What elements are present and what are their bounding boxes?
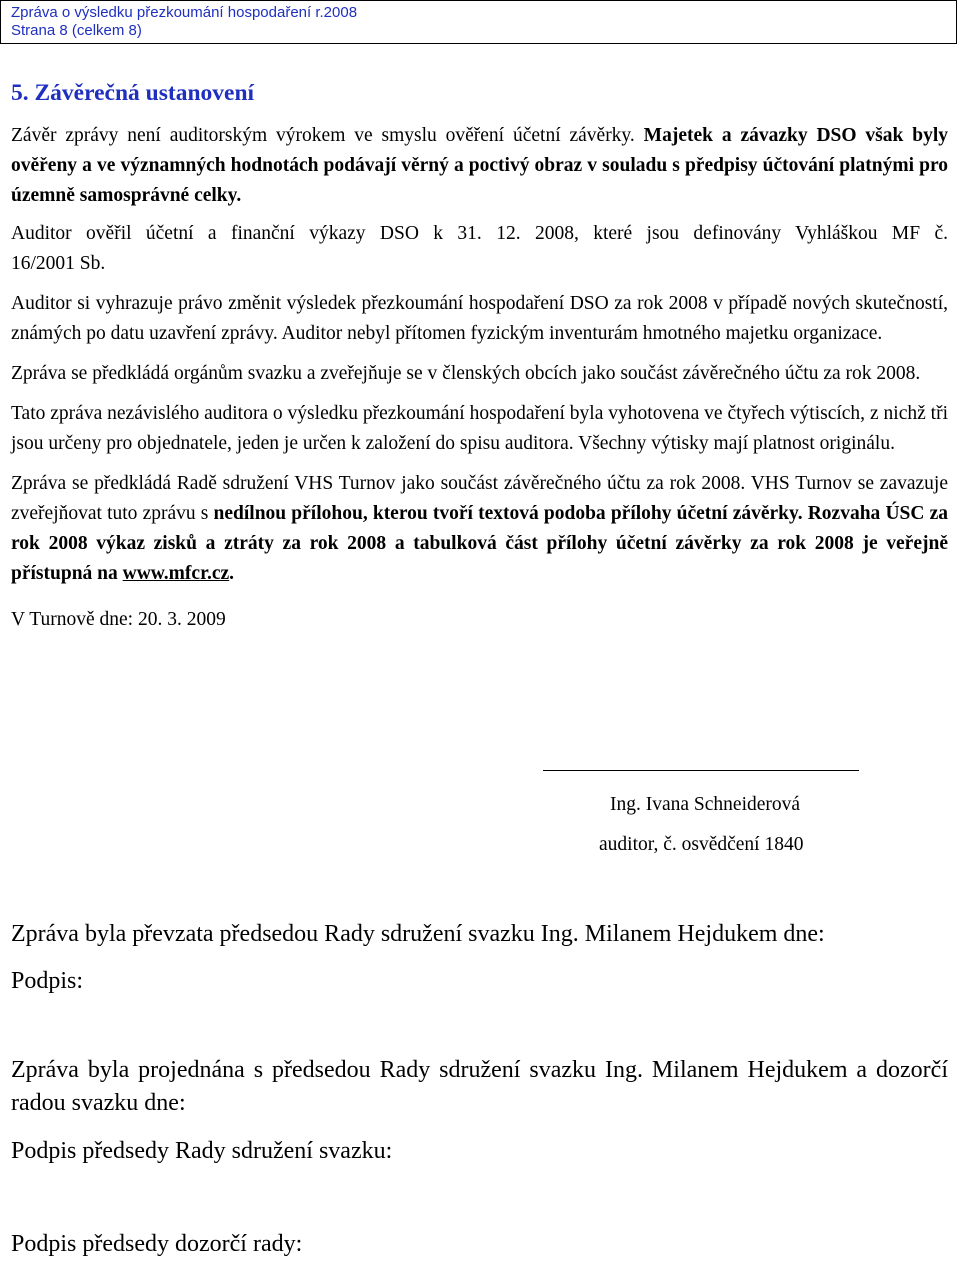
page-header <box>0 0 957 44</box>
date-line: V Turnově dne: 20. 3. 2009 <box>11 609 226 630</box>
conclusion-bold-text: Majetek a závazky DSO však byly ověřeny a ve významných hodnotách podávají věrný a poctivý obraz v souladu s předpisy účtování platnými pro územně samosprávné celky. <box>11 125 948 206</box>
council-bold-text: nedílnou přílohou, kterou tvoří textová podoba přílohy účetní závěrky. Rozvaha ÚSC za rok 2008 výkaz zisků a ztráty za rok 2008 a tabulková část přílohy účetní závěrky za rok 2008 je veřejně přístupná na <box>11 503 949 584</box>
final-provisions-section <box>11 78 948 635</box>
paragraph-conclusion <box>11 121 948 211</box>
paragraph-verified-end: 16/2001 Sb. <box>11 253 106 274</box>
page-number: Strana 8 (celkem 8) <box>11 22 142 39</box>
board-signature-label: Podpis předsedy dozorčí rady: <box>11 1231 303 1257</box>
received-statement: Zpráva byla převzata předsedou Rady sdružení svazku Ing. Milanem Hejdukem dne: <box>11 921 825 947</box>
council-text: Zpráva se předkládá Radě sdružení VHS Turnov jako součást závěrečného účtu za rok 2008. VHS Turnov se zavazuje zveřejňovat tuto zprávu s <box>11 473 948 524</box>
council-end: . <box>229 563 235 584</box>
signature-label: Podpis: <box>11 968 84 994</box>
signature-line <box>543 770 859 771</box>
chair-signature-label: Podpis předsedy Rady sdružení svazku: <box>11 1138 393 1164</box>
auditor-name: Ing. Ivana Schneiderová <box>610 794 801 815</box>
auditor-role: auditor, č. osvědčení 1840 <box>599 834 804 855</box>
discussed-statement: Zpráva byla projednána s předsedou Rady sdružení svazku Ing. Milanem Hejdukem a dozorčí radou svazku dne: <box>11 1057 948 1116</box>
section-heading: 5. Závěrečná ustanovení <box>11 80 255 106</box>
conclusion-text: Závěr zprávy není auditorským výrokem ve smyslu ověření účetní závěrky. <box>11 125 635 146</box>
paragraph-copies: Tato zpráva nezávislého auditora o výsledku přezkoumání hospodaření byla vyhotovena ve čtyřech výtiscích, z nichž tři jsou určeny pro objednatele, jeden je určen k založení do spisu auditora. Všechny výtisky mají platnost originálu. <box>11 403 948 454</box>
paragraph-publication: Zpráva se předkládá orgánům svazku a zveřejňuje se v členských obcích jako součást závěrečného účtu za rok 2008. <box>11 363 921 384</box>
mfcr-link[interactable]: www.mfcr.cz <box>122 563 230 584</box>
report-title: Zpráva o výsledku přezkoumání hospodaření r.2008 <box>11 4 358 21</box>
paragraph-verified: Auditor ověřil účetní a finanční výkazy DSO k 31. 12. 2008, které jsou definovány Vyhláškou MF č. <box>11 223 948 244</box>
paragraph-rights: Auditor si vyhrazuje právo změnit výsledek přezkoumání hospodaření DSO za rok 2008 v případě nových skutečností, známých po datu uzavření zprávy. Auditor nebyl přítomen fyzickým inventurám hmotného majetku organizace. <box>11 293 948 344</box>
paragraph-council <box>11 469 948 589</box>
